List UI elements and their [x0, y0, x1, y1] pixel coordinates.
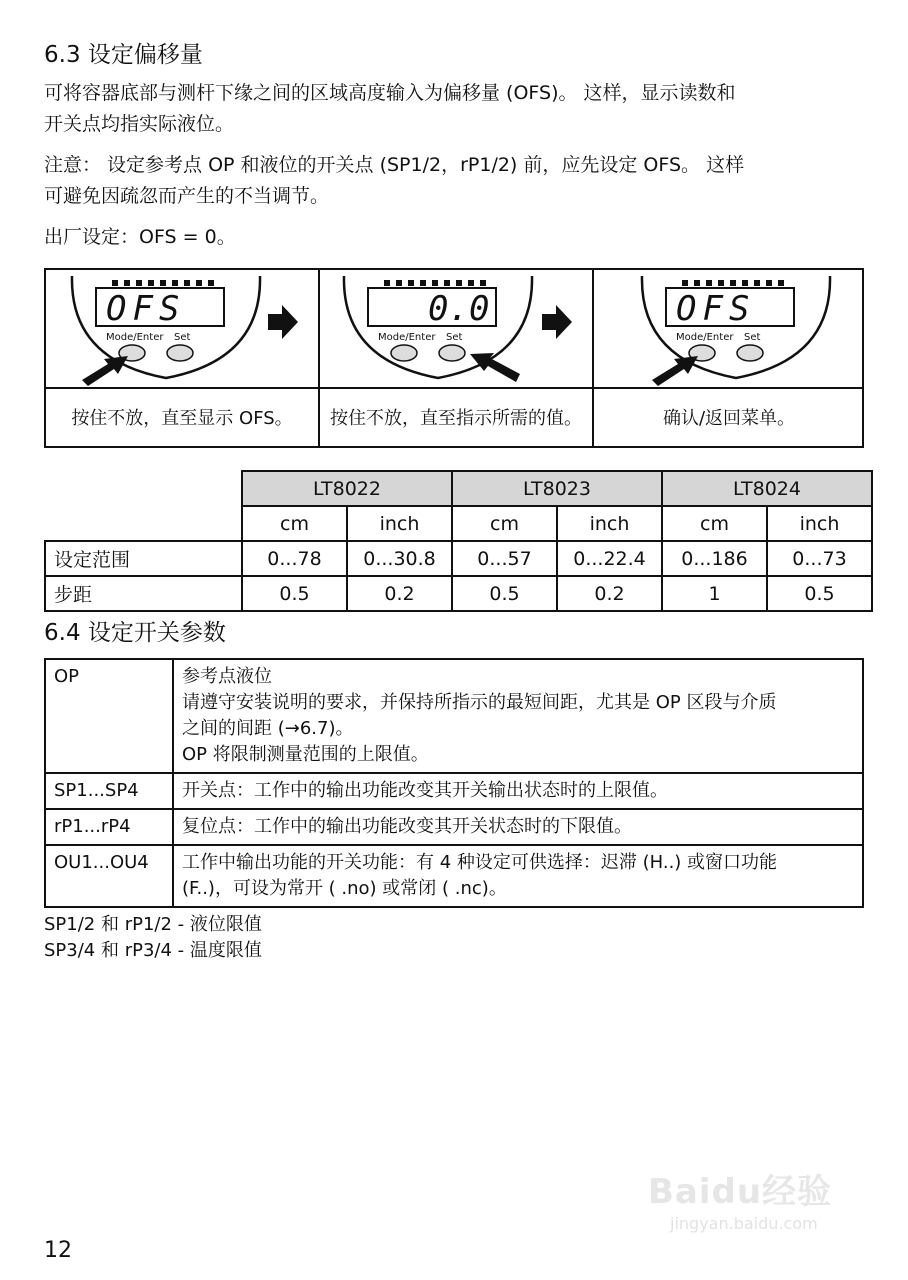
table-row [45, 845, 863, 907]
set-label: Set [174, 332, 191, 343]
table-row [45, 541, 872, 576]
step-3 [594, 270, 864, 446]
table-cell: 0.5 [452, 576, 557, 611]
unit-header: cm [452, 506, 557, 541]
section-heading-offset: 6.3 设定偏移量 [44, 42, 203, 68]
param-line: 工作中输出功能的开关功能：有 4 种设定可供选择：迟滞 (H..) 或窗口功能 [182, 852, 778, 873]
display-readout: 0.0 [428, 289, 490, 329]
note-line: SP3/4 和 rP3/4 - 温度限值 [44, 940, 262, 961]
paragraph-note-2: 可避免因疏忽而产生的不当调节。 [44, 185, 330, 207]
step-diagram [44, 268, 864, 448]
set-button [439, 345, 465, 361]
device-panel-2 [320, 270, 592, 387]
param-key: OU1...OU4 [45, 845, 173, 907]
params-table [44, 658, 864, 908]
table-cell: 0...30.8 [347, 541, 452, 576]
unit-header: cm [662, 506, 767, 541]
model-header: LT8024 [662, 471, 872, 506]
next-arrow-icon [542, 305, 572, 339]
step-1-illustration [46, 270, 318, 389]
display-readout: OFS [676, 289, 756, 329]
table-cell: 0...22.4 [557, 541, 662, 576]
step-1 [46, 270, 318, 446]
param-line: (F..)，可设为常开 ( .no) 或常闭 ( .nc)。 [182, 878, 507, 899]
param-desc [173, 773, 863, 809]
notes [44, 912, 262, 964]
step-2-illustration [320, 270, 592, 389]
set-button [737, 345, 763, 361]
table-cell: 1 [662, 576, 767, 611]
param-key: SP1...SP4 [45, 773, 173, 809]
spec-table [44, 470, 873, 612]
watermark-url: jingyan.baidu.com [670, 1214, 818, 1233]
paragraph-offset-desc-1: 可将容器底部与测杆下缘之间的区域高度输入为偏移量 (OFS)。 这样，显示读数和 [44, 82, 736, 104]
row-label: 设定范围 [45, 541, 242, 576]
page-number: 12 [44, 1238, 72, 1263]
param-line: OP 将限制测量范围的上限值。 [182, 744, 429, 765]
param-desc [173, 809, 863, 845]
display-readout: OFS [106, 289, 186, 329]
row-label: 步距 [45, 576, 242, 611]
unit-header: inch [557, 506, 662, 541]
set-button [167, 345, 193, 361]
table-cell: 0...57 [452, 541, 557, 576]
step-3-caption: 确认/返回菜单。 [662, 407, 796, 429]
device-panel-1 [46, 270, 318, 387]
set-label: Set [744, 332, 761, 343]
param-line: 复位点：工作中的输出功能改变其开关状态时的下限值。 [182, 816, 632, 837]
table-cell: 0.2 [347, 576, 452, 611]
spec-header-models [45, 471, 872, 506]
param-line: 开关点：工作中的输出功能改变其开关输出状态时的上限值。 [182, 780, 668, 801]
step-3-illustration [594, 270, 864, 389]
factory-setting: 出厂设定：OFS = 0。 [44, 226, 236, 248]
table-cell: 0...186 [662, 541, 767, 576]
table-cell: 0.2 [557, 576, 662, 611]
paragraph-offset-desc-2: 开关点均指实际液位。 [44, 113, 235, 135]
param-key: rP1...rP4 [45, 809, 173, 845]
device-panel-3 [594, 270, 864, 387]
unit-header: inch [767, 506, 872, 541]
table-cell: 0...73 [767, 541, 872, 576]
step-2 [320, 270, 592, 446]
param-line: 请遵守安装说明的要求，并保持所指示的最短间距，尤其是 OP 区段与介质 [182, 692, 777, 713]
table-cell: 0.5 [242, 576, 347, 611]
press-arrow-icon [652, 356, 698, 386]
section-heading-switch-params: 6.4 设定开关参数 [44, 620, 226, 646]
press-arrow-icon [82, 356, 128, 386]
unit-header: inch [347, 506, 452, 541]
table-row [45, 576, 872, 611]
model-header: LT8023 [452, 471, 662, 506]
paragraph-note-1: 注意： 设定参考点 OP 和液位的开关点 (SP1/2，rP1/2) 前，应先设定 OFS。 这样 [44, 154, 745, 176]
param-desc [173, 845, 863, 907]
mode-enter-label: Mode/Enter [378, 332, 436, 343]
led-bar [112, 280, 214, 286]
model-header: LT8022 [242, 471, 452, 506]
mode-enter-button [391, 345, 417, 361]
table-cell: 0.5 [767, 576, 872, 611]
table-row [45, 659, 863, 773]
table-row [45, 809, 863, 845]
param-line: 之间的间距 (→6.7)。 [182, 718, 354, 739]
param-line: 参考点液位 [182, 666, 272, 687]
mode-enter-label: Mode/Enter [106, 332, 164, 343]
table-row [45, 773, 863, 809]
set-label: Set [446, 332, 463, 343]
mode-enter-label: Mode/Enter [676, 332, 734, 343]
param-key: OP [45, 659, 173, 773]
step-1-caption: 按住不放，直至显示 OFS。 [71, 407, 293, 429]
note-line: SP1/2 和 rP1/2 - 液位限值 [44, 914, 262, 935]
unit-header: cm [242, 506, 347, 541]
spec-header-units [45, 506, 872, 541]
step-2-caption: 按住不放，直至指示所需的值。 [330, 407, 582, 429]
param-desc [173, 659, 863, 773]
next-arrow-icon [268, 305, 298, 339]
table-cell: 0...78 [242, 541, 347, 576]
watermark-logo: Baidu经验 [648, 1172, 833, 1212]
